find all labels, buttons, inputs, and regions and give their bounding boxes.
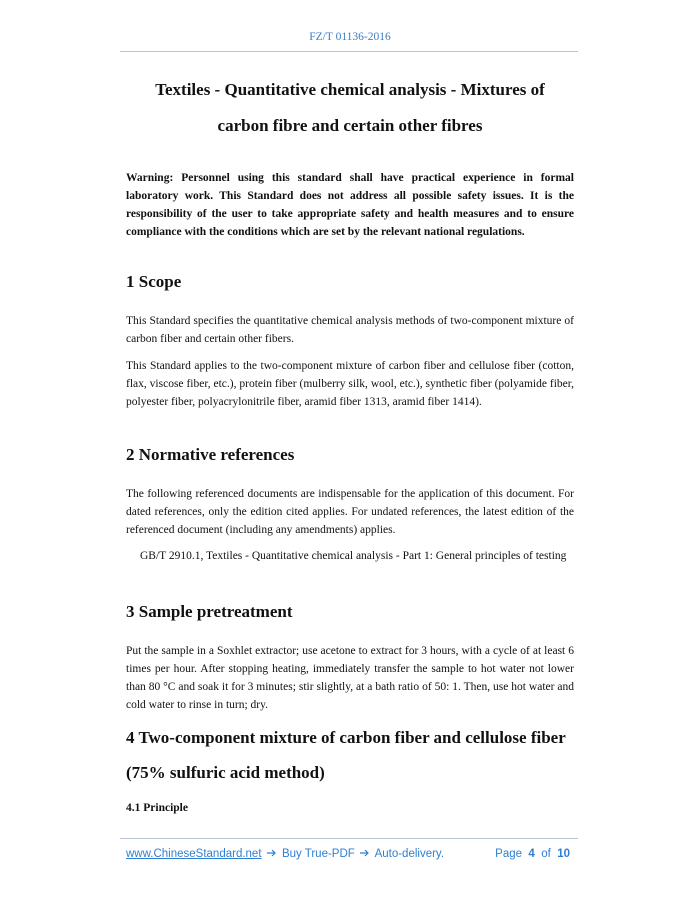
pretreatment-paragraph: Put the sample in a Soxhlet extractor; use acetone to extract for 3 hours, with a cycle of at least 6 times per hour. After stopping heating, immediately transfer the sample to hot water not lower than 80 °C and soak it for 3 minutes; stir slightly, at a bath ratio of 50: 1. Then, use hot water and cold water to rinse in turn; dry. [126,645,574,711]
page-label: Page [495,848,523,860]
heading-sample-pretreatment: 3 Sample pretreatment [126,602,293,621]
heading-section-4-line-1: 4 Two-component mixture of carbon fiber and cellulose fiber [126,728,566,747]
arrow-right-icon [267,848,277,858]
standard-code-header: FZ/T 01136-2016 [309,31,391,43]
heading-normative-references: 2 Normative references [126,445,295,464]
page-total: 10 [557,848,570,860]
scope-paragraph-2: This Standard applies to the two-component mixture of carbon fiber and cellulose fiber (cotton, flax, viscose fiber, etc.), protein fiber (mulberry silk, wool, etc.), synthetic fiber (polyamide fiber, polyester fiber, polyacrylonitrile fiber, aramid fiber 1313, aramid fiber 1414). [126,360,574,408]
footer-divider [120,838,578,839]
document-title [110,74,590,143]
title-line-1: Textiles - Quantitative chemical analysis - Mixtures of [155,80,545,99]
delivery-text: Auto-delivery. [374,848,445,860]
page-of: of [541,848,551,860]
page-current: 4 [528,848,535,860]
warning-notice: Warning: Personnel using this standard shall have practical experience in formal laboratory work. This Standard does not address all possible safety issues. It is the responsibility of the user to take appropriate safety and health measures and to ensure compliance with the conditions which are set by the relevant national regulations. [126,172,574,238]
heading-scope: 1 Scope [126,272,182,291]
website-link[interactable]: www.ChineseStandard.net [126,848,262,860]
header-divider [120,51,578,52]
heading-section-4-line-2: (75% sulfuric acid method) [126,763,325,782]
footer [126,848,574,860]
arrow-right-icon [360,848,370,858]
normative-paragraph: The following referenced documents are indispensable for the application of this document. For dated references, only the edition cited applies. For undated references, the latest edition of the referenced document (including any amendments) applies. [126,488,574,536]
page-indicator [495,848,570,860]
normative-reference-item: GB/T 2910.1, Textiles - Quantitative chemical analysis - Part 1: General principles of testing [140,550,567,562]
title-line-2: carbon fibre and certain other fibres [217,116,483,136]
subheading-principle: 4.1 Principle [126,802,188,814]
scope-paragraph-1: This Standard specifies the quantitative chemical analysis methods of two-component mixture of carbon fiber and certain other fibers. [126,315,574,345]
buy-pdf-text: Buy True-PDF [281,848,355,860]
